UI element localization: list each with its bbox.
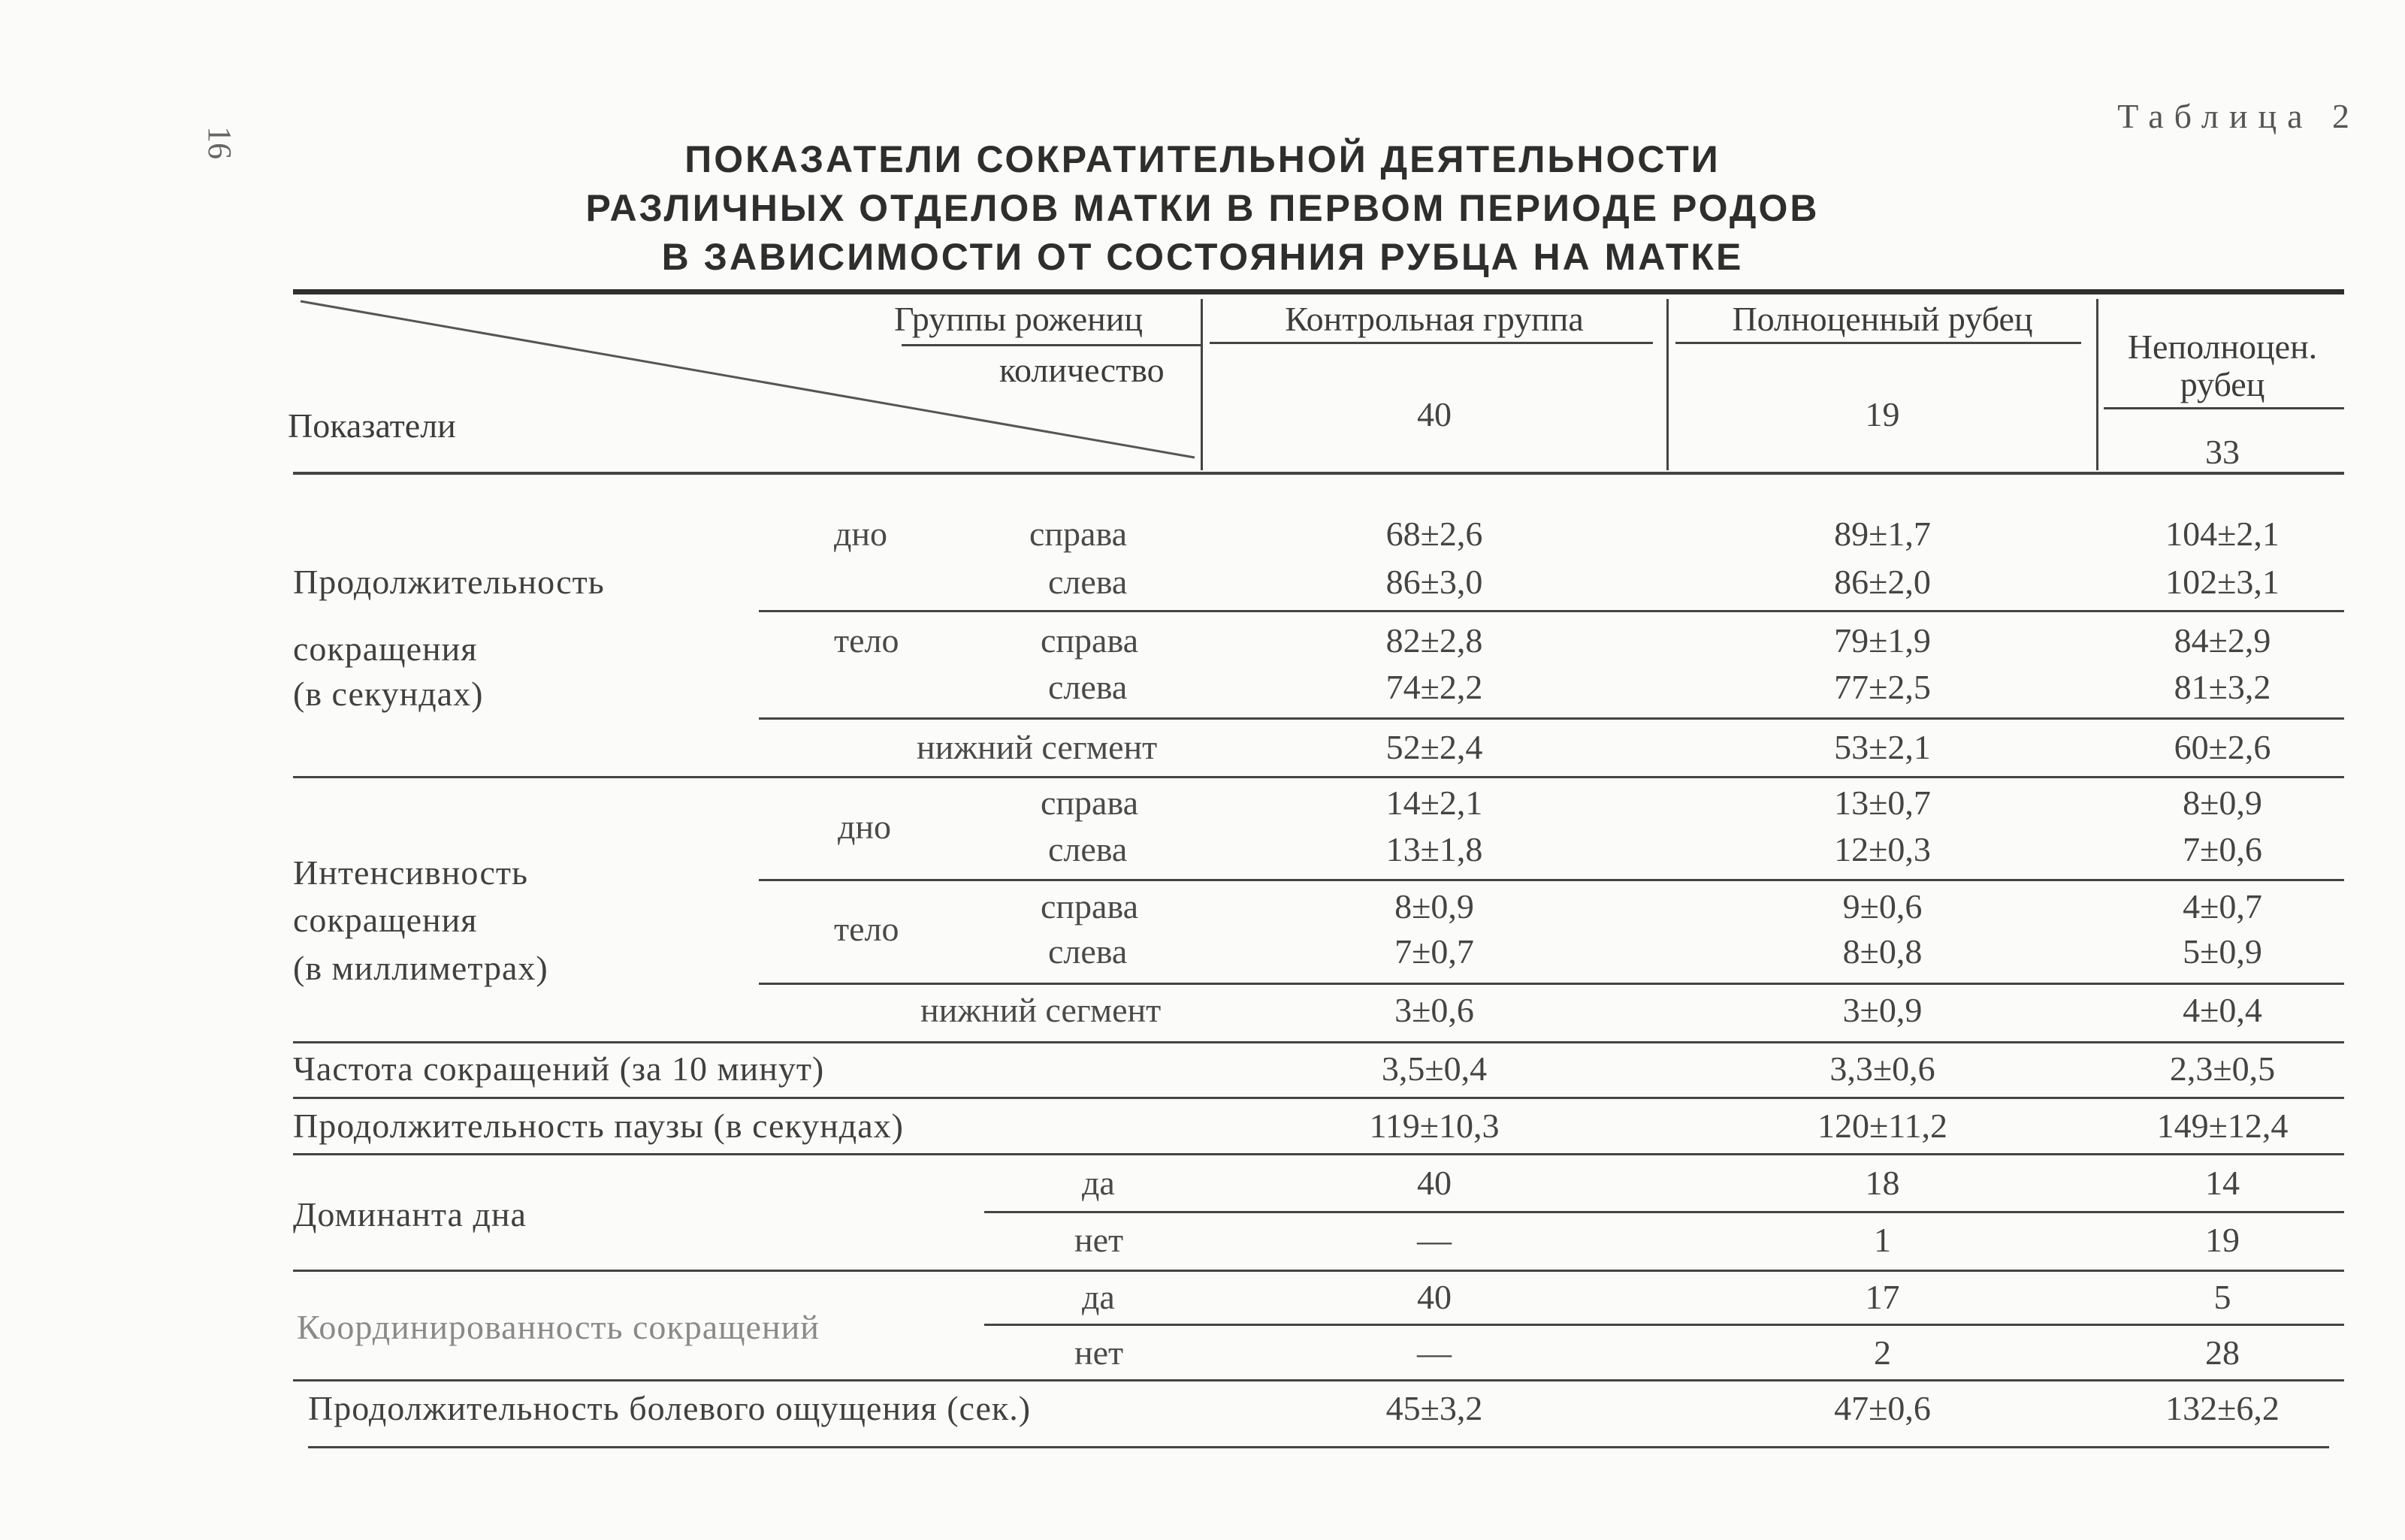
pain-label: Продолжительность болевого ощущения (сек.) (308, 1389, 1032, 1427)
table-cell: 5±0,9 (2183, 932, 2262, 971)
table-cell: 3,3±0,6 (1829, 1049, 1935, 1088)
table-cell: 7±0,6 (2183, 830, 2262, 868)
duration-label-line-2: сокращения (293, 630, 478, 668)
table-cell: 104±2,1 (2165, 515, 2280, 553)
table-cell: 13±0,7 (1834, 784, 1931, 822)
row-divider (759, 717, 2344, 720)
column-header-full-scar-underline (1675, 342, 2081, 344)
duration-label-line-3: (в секундах) (293, 675, 484, 713)
table-title-line-1: ПОКАЗАТЕЛИ СОКРАТИТЕЛЬНОЙ ДЕЯТЕЛЬНОСТИ (684, 138, 1721, 180)
row-divider (759, 879, 2344, 881)
table-top-rule (293, 289, 2344, 294)
column-header-incomplete-scar-line-1: Неполноцен. (2127, 328, 2318, 366)
intensity-part-fundus: дно (838, 808, 892, 846)
table-cell: 86±3,0 (1385, 563, 1483, 601)
table-cell: 45±3,2 (1385, 1389, 1483, 1427)
table-cell: 84±2,9 (2174, 621, 2271, 660)
section-divider (293, 776, 2344, 778)
table-cell: 82±2,8 (1385, 621, 1483, 660)
table-cell: 89±1,7 (1834, 515, 1931, 553)
table-cell: 52±2,4 (1385, 728, 1483, 766)
duration-side: слева (1048, 668, 1128, 706)
dominant-sub-yes: да (1082, 1164, 1115, 1202)
column-header-incomplete-scar-line-2: рубец (2180, 365, 2265, 403)
column-header-control: Контрольная группа (1285, 300, 1584, 338)
duration-side: слева (1048, 563, 1128, 601)
table-cell: 8±0,9 (1394, 887, 1474, 926)
table-label: Таблица 2 (2117, 97, 2360, 135)
intensity-label-line-2: сокращения (293, 901, 478, 939)
frequency-label: Частота сокращений (за 10 минут) (293, 1049, 825, 1088)
table-cell: 3±0,9 (1842, 991, 1923, 1029)
table-cell: 14 (2205, 1164, 2240, 1202)
duration-label-line-1: Продолжительность (293, 563, 605, 601)
intensity-lower-segment: нижний сегмент (920, 991, 1162, 1029)
section-divider (293, 1153, 2344, 1155)
table-cell: 40 (1417, 1164, 1452, 1202)
count-label: количество (999, 351, 1165, 389)
row-divider (984, 1324, 2344, 1326)
duration-part-fundus: дно (834, 515, 888, 553)
intensity-label-line-3: (в миллиметрах) (293, 949, 548, 987)
table-cell: 60±2,6 (2174, 728, 2271, 766)
page-number: 16 (201, 126, 238, 159)
intensity-side: справа (1041, 784, 1138, 822)
table-cell: 47±0,6 (1834, 1389, 1931, 1427)
table-cell: 119±10,3 (1369, 1107, 1500, 1145)
table-cell: 28 (2205, 1333, 2240, 1372)
table-cell: 1 (1874, 1221, 1891, 1259)
table-cell: 86±2,0 (1834, 563, 1931, 601)
duration-part-body: тело (834, 621, 899, 660)
column-count-full-scar: 19 (1865, 395, 1900, 433)
column-header-incomplete-scar-underline (2104, 407, 2344, 409)
table-cell: 120±11,2 (1817, 1107, 1948, 1145)
table-title-line-3: В ЗАВИСИМОСТИ ОТ СОСТОЯНИЯ РУБЦА НА МАТКЕ (661, 236, 1744, 278)
table-cell: 74±2,2 (1385, 668, 1483, 706)
table-cell: 5 (2213, 1278, 2231, 1316)
column-count-incomplete-scar: 33 (2205, 433, 2240, 471)
section-divider (293, 1379, 2344, 1381)
table-cell: 40 (1417, 1278, 1452, 1316)
table-cell: 13±1,8 (1385, 830, 1483, 868)
table-cell: 79±1,9 (1834, 621, 1931, 660)
header-bottom-rule (293, 472, 2344, 475)
column-header-control-underline (1210, 342, 1653, 344)
section-divider (293, 1270, 2344, 1272)
table-cell: 8±0,9 (2183, 784, 2262, 822)
table-cell: 2 (1874, 1333, 1891, 1372)
table-cell: 4±0,7 (2183, 887, 2262, 926)
duration-lower-segment: нижний сегмент (917, 728, 1158, 766)
table-title-line-2: РАЗЛИЧНЫХ ОТДЕЛОВ МАТКИ В ПЕРВОМ ПЕРИОДЕ РОДОВ (585, 187, 1820, 229)
table-cell: 17 (1865, 1278, 1900, 1316)
dominant-sub-no: нет (1074, 1221, 1124, 1259)
duration-side: справа (1041, 621, 1138, 660)
table-cell: 3±0,6 (1394, 991, 1474, 1029)
table-cell: 149±12,4 (2156, 1107, 2289, 1145)
table-cell: 7±0,7 (1394, 932, 1474, 971)
pause-label: Продолжительность паузы (в секундах) (293, 1107, 904, 1145)
table-cell: 3,5±0,4 (1381, 1049, 1488, 1088)
duration-side: справа (1029, 515, 1127, 553)
coordination-label: Координированность сокращений (297, 1308, 820, 1346)
coordination-sub-yes: да (1082, 1278, 1115, 1316)
table-cell: — (1417, 1221, 1452, 1259)
table-cell: 132±6,2 (2165, 1389, 2280, 1427)
groups-label: Группы рожениц (894, 300, 1144, 338)
column-header-full-scar: Полноценный рубец (1732, 300, 2033, 338)
row-divider (984, 1211, 2344, 1213)
table-cell: 77±2,5 (1834, 668, 1931, 706)
row-divider (759, 983, 2344, 985)
groups-underline (902, 344, 1201, 346)
table-cell: 53±2,1 (1834, 728, 1931, 766)
section-divider (293, 1041, 2344, 1043)
column-count-control: 40 (1417, 395, 1452, 433)
table-cell: 19 (2205, 1221, 2240, 1259)
intensity-side: справа (1041, 887, 1138, 926)
dominant-label: Доминанта дна (293, 1195, 527, 1234)
intensity-part-body: тело (834, 910, 899, 948)
intensity-side: слева (1048, 830, 1128, 868)
intensity-side: слева (1048, 932, 1128, 971)
indicators-label: Показатели (288, 406, 456, 445)
section-divider (293, 1097, 2344, 1099)
table-cell: 68±2,6 (1385, 515, 1483, 553)
table-cell: 14±2,1 (1385, 784, 1483, 822)
table-cell: 81±3,2 (2174, 668, 2271, 706)
coordination-sub-no: нет (1074, 1333, 1124, 1372)
table-cell: 4±0,4 (2183, 991, 2262, 1029)
intensity-label-line-1: Интенсивность (293, 853, 528, 892)
table-cell: 102±3,1 (2165, 563, 2280, 601)
table-cell: 2,3±0,5 (2169, 1049, 2276, 1088)
table-cell: 12±0,3 (1834, 830, 1931, 868)
table-cell: — (1417, 1333, 1452, 1372)
table-cell: 18 (1865, 1164, 1900, 1202)
table-bottom-rule (308, 1446, 2329, 1448)
table-cell: 8±0,8 (1842, 932, 1923, 971)
table-cell: 9±0,6 (1842, 887, 1923, 926)
row-divider (759, 610, 2344, 612)
